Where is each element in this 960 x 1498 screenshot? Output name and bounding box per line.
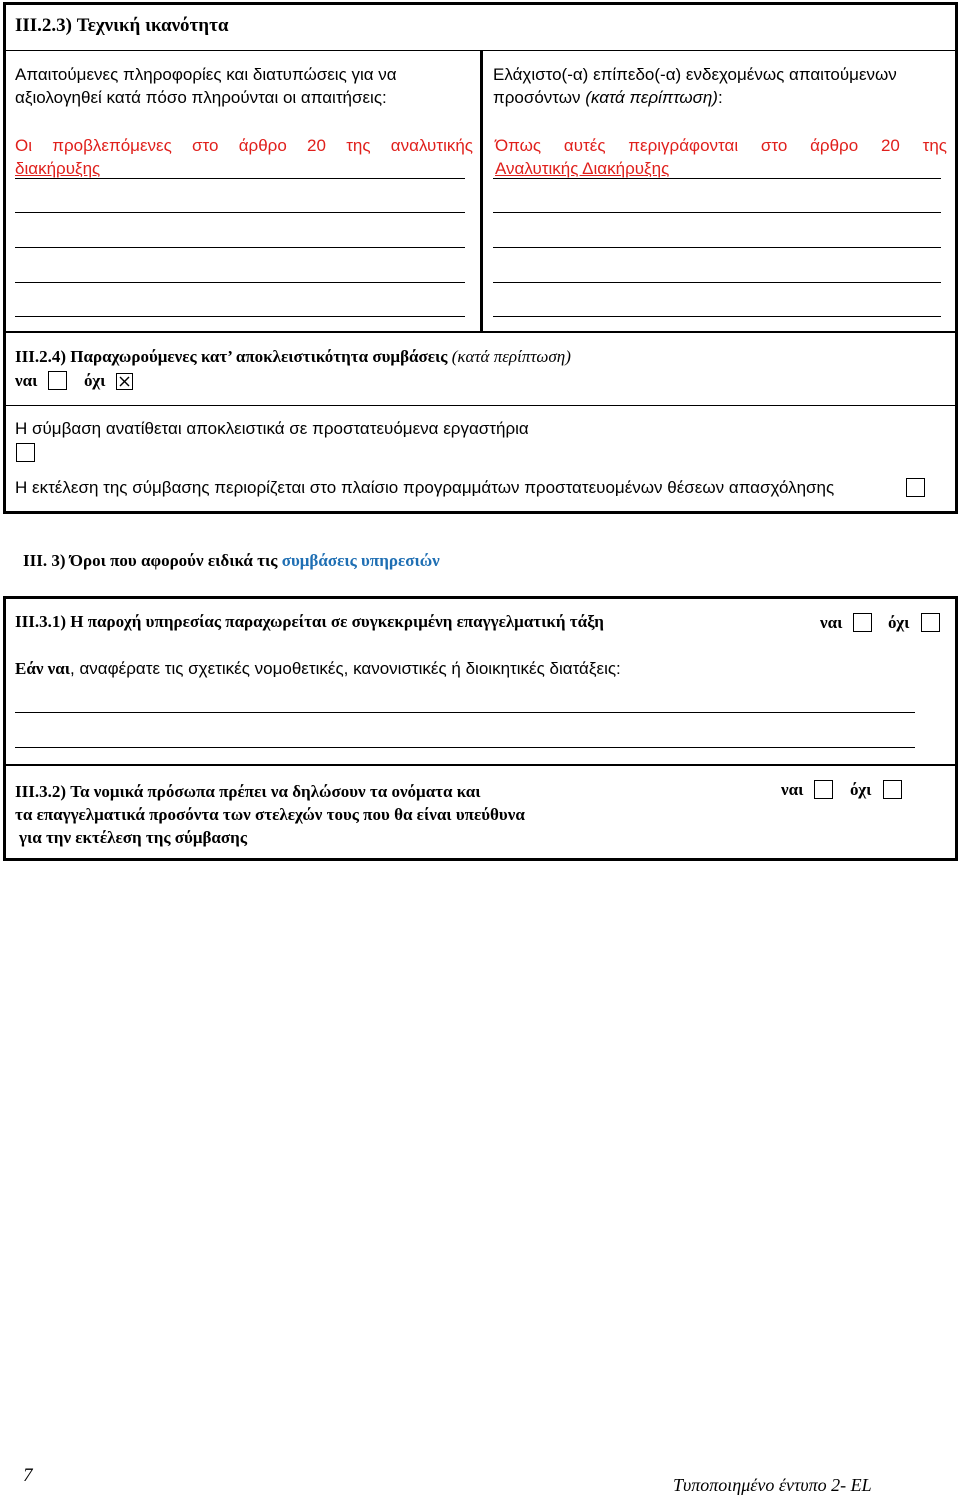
minimum-level-label	[493, 63, 953, 109]
section-heading-III-3-1: III.3.1) Η παροχή υπηρεσίας παραχωρείται σε συγκεκριμένη επαγγελματική τάξη	[15, 612, 604, 631]
minimum-level-label-line1: Ελάχιστο(-α) επίπεδο(-α) ενδεχομένως απαιτούμενων	[493, 65, 897, 84]
fill-line	[493, 178, 941, 179]
fill-line	[15, 212, 465, 213]
table-bottom-divider	[4, 331, 956, 333]
staff-yes-label: ναι	[781, 780, 804, 799]
if-yes-text: , αναφέρατε τις σχετικές νομοθετικές, κανονιστικές ή διοικητικές διατάξεις:	[70, 659, 621, 678]
staff-names-line1: III.3.2) Τα νομικά πρόσωπα πρέπει να δηλώσουν τα ονόματα και	[15, 782, 481, 801]
exclusive-divider	[4, 405, 956, 406]
exclusive-no-label: όχι	[84, 371, 106, 390]
staff-names-line2: τα επαγγελματικά προσόντα των στελεχών τους που θα είναι υπεύθυνα	[15, 805, 525, 824]
profession-yes-checkbox[interactable]	[853, 613, 872, 632]
fill-line	[15, 247, 465, 248]
staff-no-label: όχι	[850, 780, 872, 799]
section-heading-III-3	[23, 551, 440, 571]
requirements-label-line1: Απαιτούμενες πληροφορίες και διατυπώσεις για να	[15, 65, 397, 84]
protected-workshops-checkbox[interactable]	[16, 443, 35, 462]
requirements-label-line2: αξιολογηθεί κατά πόσο πληρούνται οι απαιτήσεις:	[15, 88, 387, 107]
requirements-value	[15, 134, 473, 180]
minimum-level-label-text: προσόντων	[493, 88, 586, 107]
exclusive-yes-checkbox[interactable]	[48, 371, 67, 390]
form-name: Τυποποιημένο έντυπο 2- EL	[673, 1475, 872, 1495]
protected-programs-text: Η εκτέλεση της σύμβασης περιορίζεται στο πλαίσιο προγραμμάτων προστατευομένων θέσεων απασχόλησης	[15, 478, 835, 497]
minimum-level-value	[495, 134, 947, 180]
profession-no-label: όχι	[888, 613, 910, 632]
if-yes-bold: Εάν ναι	[15, 659, 71, 678]
fill-line	[493, 247, 941, 248]
fill-line	[15, 747, 915, 748]
section-heading-III-2-4	[15, 347, 571, 367]
section-heading-III-3-2	[15, 780, 525, 849]
checkmark-x-icon	[117, 374, 132, 389]
exclusive-heading-italic: (κατά περίπτωση)	[451, 347, 571, 366]
minimum-level-value-line2: Αναλυτικής Διακήρυξης	[495, 159, 670, 178]
profession-yes-label: ναι	[820, 613, 843, 632]
fill-line	[493, 212, 941, 213]
services-heading-text: III. 3) Όροι που αφορούν ειδικά τις	[23, 551, 282, 570]
minimum-level-label-colon: :	[717, 88, 723, 107]
requirements-value-line2: διακήρυξης	[15, 159, 101, 178]
if-yes-instructions	[15, 659, 621, 679]
protected-programs-checkbox[interactable]	[906, 478, 925, 497]
profession-no-checkbox[interactable]	[921, 613, 940, 632]
exclusive-no-checkbox[interactable]	[116, 373, 133, 390]
minimum-level-label-italic: (κατά περίπτωση)	[585, 88, 718, 107]
fill-line	[15, 712, 915, 713]
staff-no-checkbox[interactable]	[883, 780, 902, 799]
minimum-level-value-line1: Όπως αυτές περιγράφονται στο άρθρο 20 της	[495, 136, 947, 155]
section-heading-III-2-3: III.2.3) Τεχνική ικανότητα	[15, 15, 229, 36]
exclusive-heading-text: III.2.4) Παραχωρούμενες κατ’ αποκλειστικότητα συμβάσεις	[15, 347, 448, 366]
protected-workshops-text: Η σύμβαση ανατίθεται αποκλειστικά σε προστατευόμενα εργαστήρια	[15, 419, 529, 438]
fill-line	[15, 282, 465, 283]
requirements-label	[15, 63, 475, 109]
staff-names-line3: για την εκτέλεση της σύμβασης	[19, 828, 247, 847]
fill-line	[493, 282, 941, 283]
requirements-value-line1: Οι προβλεπόμενες στο άρθρο 20 της αναλυτικής	[15, 136, 473, 155]
exclusive-yes-label: ναι	[15, 371, 38, 390]
fill-line	[15, 316, 465, 317]
column-divider	[480, 50, 483, 332]
page-number: 7	[23, 1465, 33, 1486]
minimum-level-label-line2	[493, 86, 953, 109]
services-heading-link: συμβάσεις υπηρεσιών	[281, 551, 440, 570]
fill-line	[15, 178, 465, 179]
staff-yes-checkbox[interactable]	[814, 780, 833, 799]
services-divider	[4, 764, 956, 766]
fill-line	[493, 316, 941, 317]
